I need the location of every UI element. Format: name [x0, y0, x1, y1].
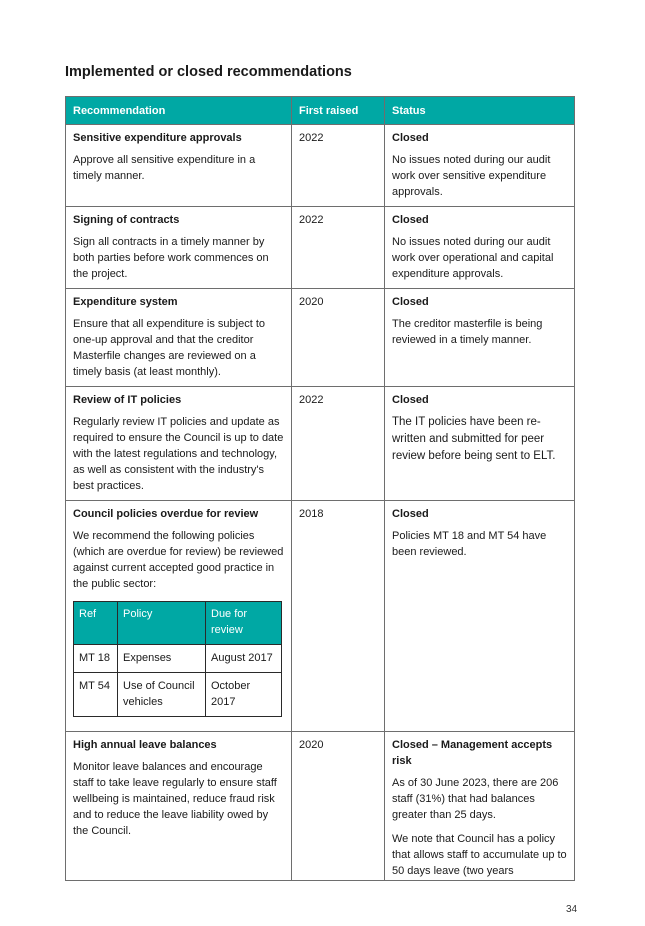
header-first-raised: First raised — [292, 97, 385, 125]
status-cell — [385, 501, 575, 732]
status-note: No issues noted during our audit work over sensitive expenditure approvals. — [392, 154, 551, 198]
policy-name: Use of Council vehicles — [118, 673, 206, 717]
first-raised-cell: 2022 — [292, 125, 385, 207]
recommendation-description: Regularly review IT policies and update as required to ensure the Council is up to date with the latest regulations and technology, as well as consistent with the industry's best practices. — [73, 416, 284, 492]
status-label: Closed – Management accepts risk — [392, 739, 553, 767]
policy-row — [74, 645, 282, 673]
recommendation-cell — [66, 732, 292, 881]
policy-ref: MT 54 — [74, 673, 118, 717]
first-raised-cell: 2022 — [292, 387, 385, 501]
table-header-row — [66, 97, 575, 125]
policy-table-header-row — [74, 602, 282, 645]
recommendation-description: Ensure that all expenditure is subject to one-up approval and that the creditor Masterfile changes are reviewed on a timely basis (at least monthly). — [73, 318, 266, 378]
status-label: Closed — [392, 296, 429, 308]
recommendation-cell — [66, 207, 292, 289]
status-cell — [385, 732, 575, 881]
table-row — [66, 387, 575, 501]
recommendation-cell — [66, 125, 292, 207]
first-raised-cell: 2018 — [292, 501, 385, 732]
recommendation-title: Sensitive expenditure approvals — [73, 132, 242, 144]
recommendation-description: Monitor leave balances and encourage staff to take leave regularly to ensure staff wellbeing is maintained, reduce fraud risk and to reduce the leave liability owed by the Council. — [73, 761, 277, 837]
status-cell — [385, 387, 575, 501]
header-status: Status — [385, 97, 575, 125]
header-ref: Ref — [74, 602, 118, 645]
status-cell — [385, 289, 575, 387]
status-note: We note that Council has a policy that allows staff to accumulate up to 50 days leave (two years — [392, 833, 567, 877]
page-title: Implemented or closed recommendations — [65, 64, 352, 80]
policy-due: August 2017 — [206, 645, 282, 673]
recommendation-title: Signing of contracts — [73, 214, 180, 226]
recommendation-title: Review of IT policies — [73, 394, 182, 406]
policy-due: October 2017 — [206, 673, 282, 717]
status-note: As of 30 June 2023, there are 206 staff (31%) that had balances greater than 25 days. — [392, 777, 559, 821]
status-note: The IT policies have been re-written and submitted for peer review before being sent to ELT. — [392, 416, 556, 462]
status-cell — [385, 207, 575, 289]
recommendation-title: Council policies overdue for review — [73, 508, 259, 520]
status-note: Policies MT 18 and MT 54 have been reviewed. — [392, 530, 547, 558]
status-note: No issues noted during our audit work over operational and capital expenditure approvals. — [392, 236, 554, 280]
status-cell — [385, 125, 575, 207]
header-due-for-review: Due for review — [206, 602, 282, 645]
recommendation-description: Approve all sensitive expenditure in a timely manner. — [73, 154, 256, 182]
status-note: The creditor masterfile is being reviewed in a timely manner. — [392, 318, 543, 346]
page-number: 34 — [566, 904, 578, 915]
header-policy: Policy — [118, 602, 206, 645]
recommendation-description: We recommend the following policies (which are overdue for review) be reviewed against current accepted good practice in the public sector: — [73, 530, 284, 590]
first-raised-cell: 2020 — [292, 732, 385, 881]
recommendation-cell — [66, 289, 292, 387]
recommendation-cell — [66, 387, 292, 501]
overdue-policies-table — [73, 601, 282, 717]
first-raised-cell: 2020 — [292, 289, 385, 387]
table-row — [66, 125, 575, 207]
recommendations-table — [65, 96, 575, 881]
table-row — [66, 732, 575, 881]
recommendation-title: Expenditure system — [73, 296, 178, 308]
header-recommendation: Recommendation — [66, 97, 292, 125]
policy-name: Expenses — [118, 645, 206, 673]
recommendation-cell — [66, 501, 292, 732]
policy-ref: MT 18 — [74, 645, 118, 673]
status-label: Closed — [392, 132, 429, 144]
status-label: Closed — [392, 214, 429, 226]
recommendation-description: Sign all contracts in a timely manner by both parties before work commences on the project. — [73, 236, 269, 280]
table-row — [66, 501, 575, 732]
first-raised-cell: 2022 — [292, 207, 385, 289]
recommendation-title: High annual leave balances — [73, 739, 217, 751]
status-label: Closed — [392, 394, 429, 406]
policy-row — [74, 673, 282, 717]
table-row — [66, 289, 575, 387]
table-row — [66, 207, 575, 289]
status-label: Closed — [392, 508, 429, 520]
